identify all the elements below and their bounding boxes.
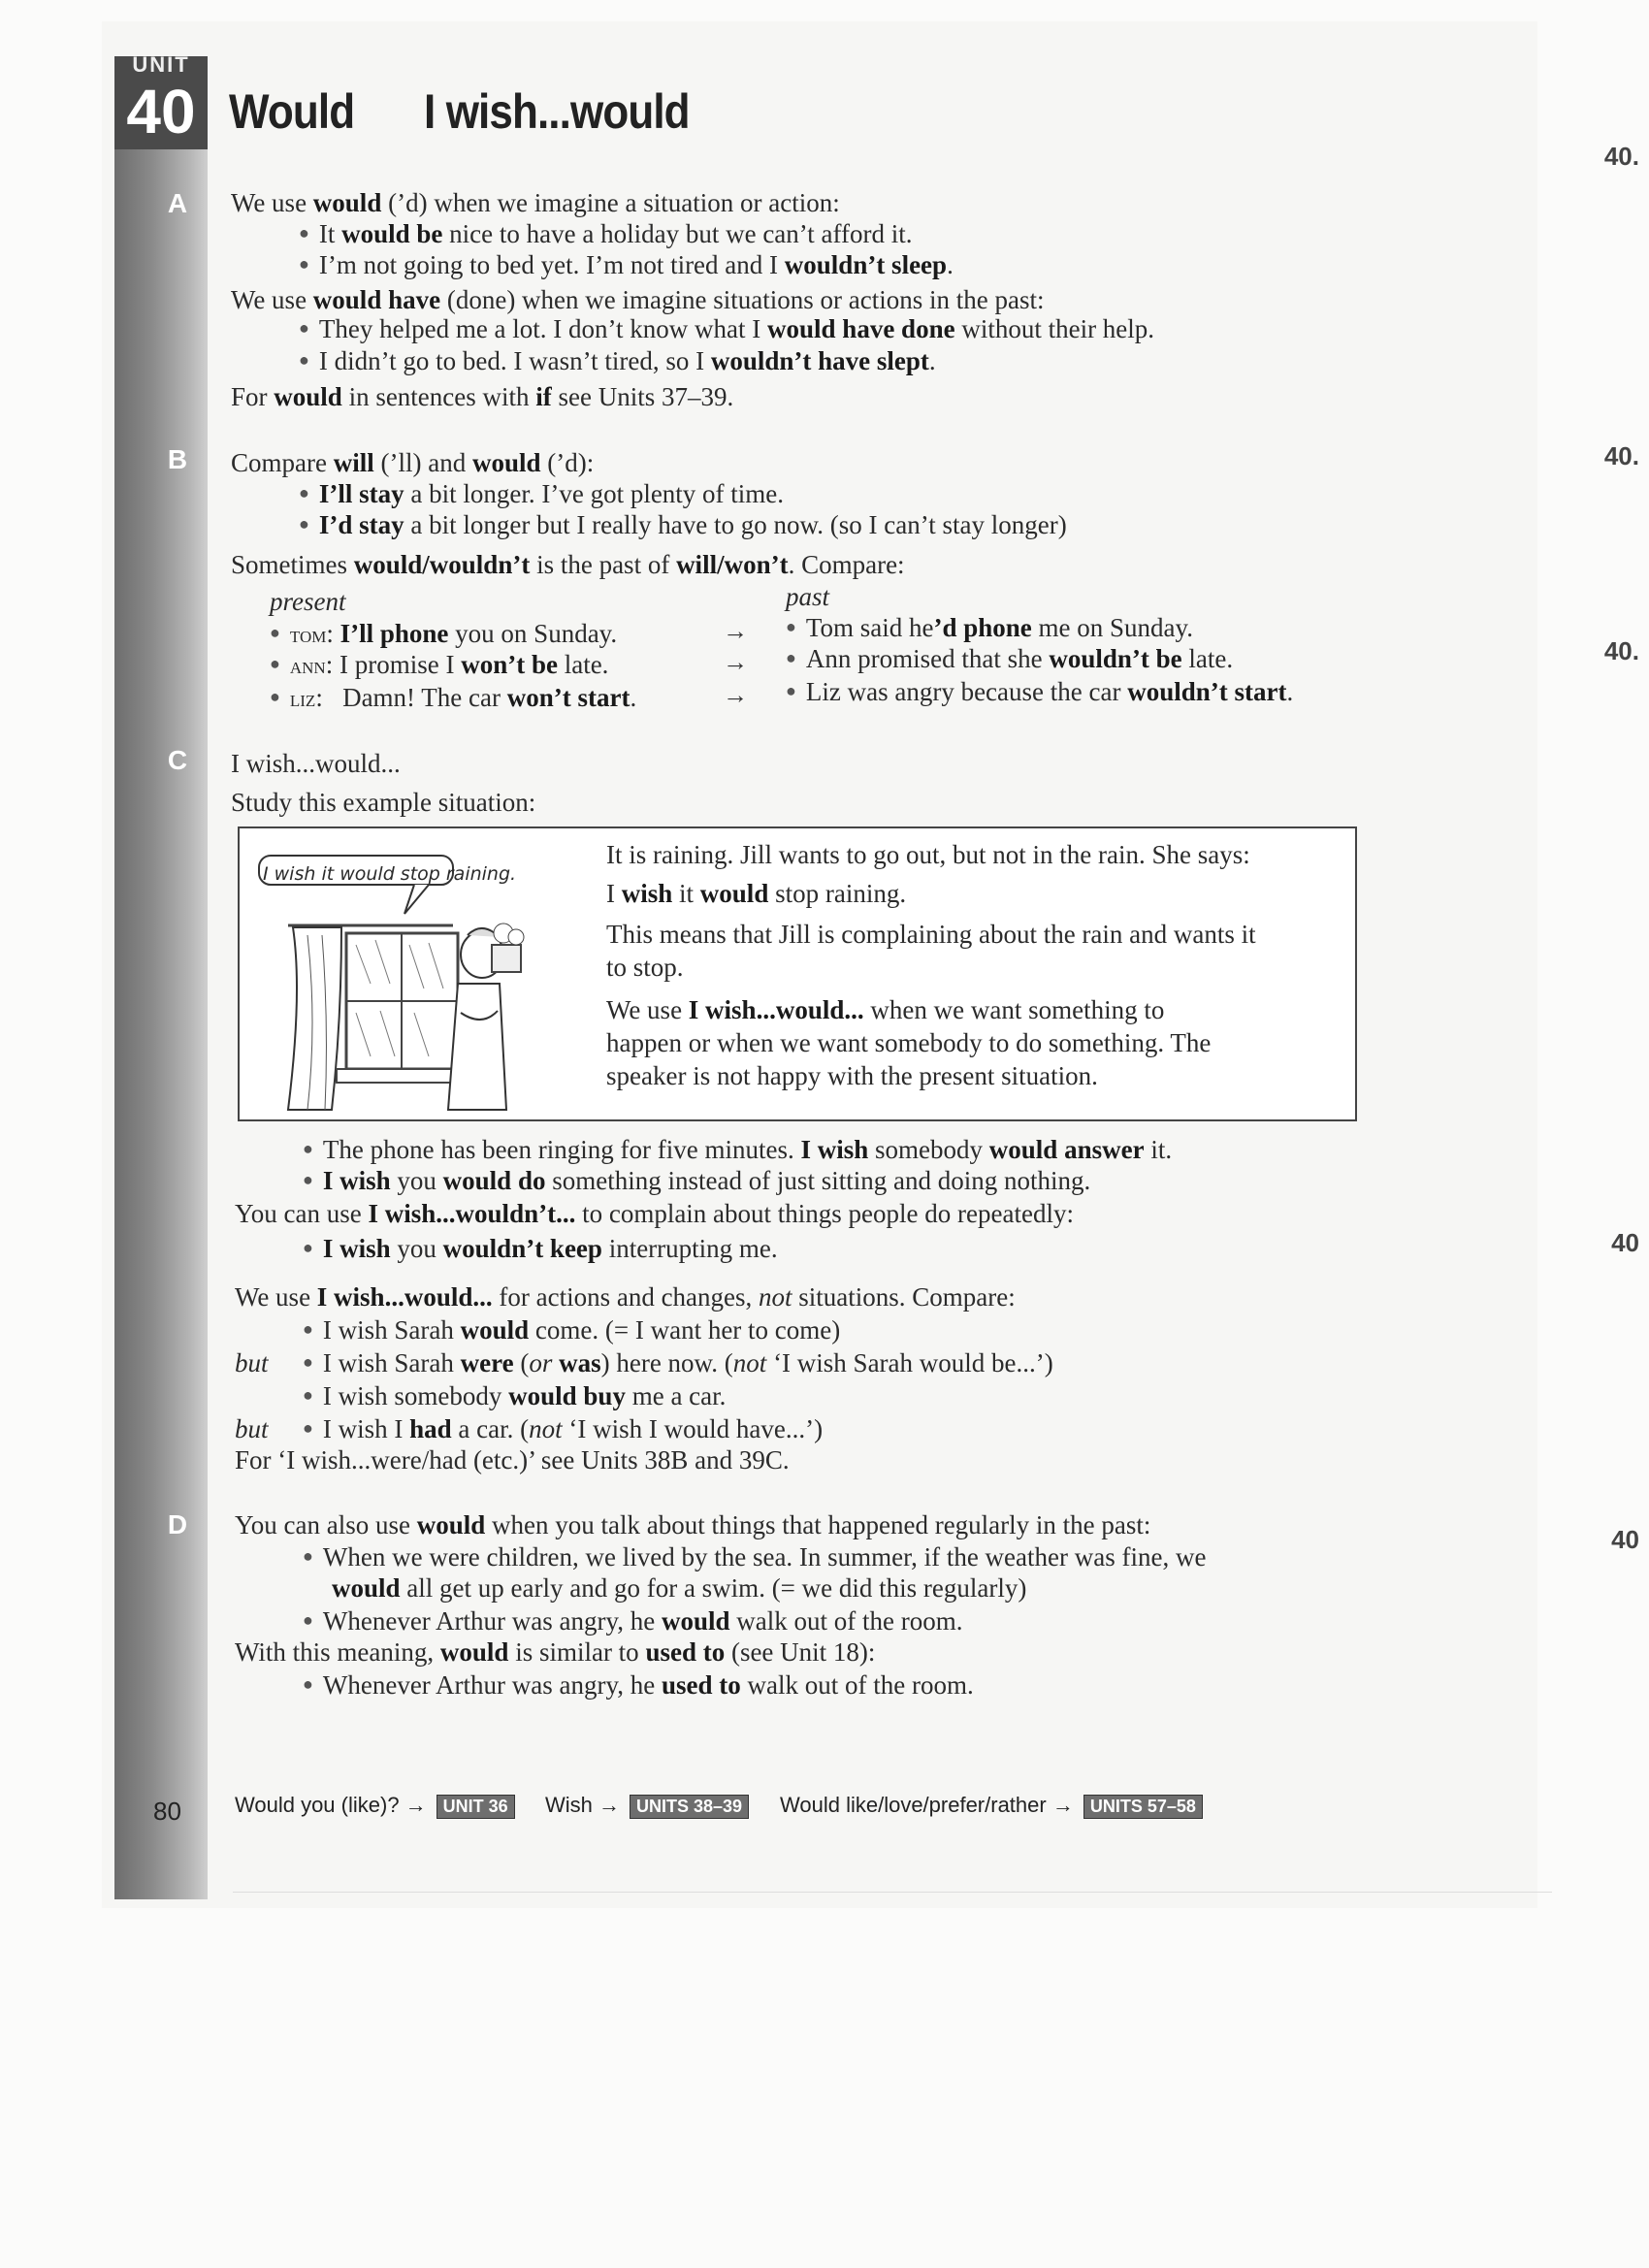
section-c-intro: I wish...would... <box>231 749 401 778</box>
example-bullet: ● When we were children, we lived by the sea. In summer, if the weather was fine, we <box>303 1540 1206 1576</box>
example-bullet: ● I’d stay a bit longer but I really have to go now. (so I can’t stay longer) <box>299 508 1067 544</box>
text-line: You can also use would when you talk about things that happened regularly in the past: <box>235 1510 1151 1539</box>
text-line: We use would (’d) when we imagine a situation or action: <box>231 188 840 217</box>
example-bullet: ● I wish you would do something instead of just sitting and doing nothing. <box>303 1164 1090 1200</box>
example-bullet: ● I wish Sarah were (or was) here now. (not ‘I wish Sarah would be...’) <box>303 1346 1053 1382</box>
example-bullet: ● ann: I promise I won’t be late. <box>270 648 608 684</box>
text-line: happen or when we want somebody to do something. The <box>606 1028 1212 1057</box>
text-line: It is raining. Jill wants to go out, but not in the rain. She says: <box>606 840 1250 869</box>
text-line: For would in sentences with if see Units 37–39. <box>231 382 734 411</box>
text-line: speaker is not happy with the present situation. <box>606 1061 1098 1090</box>
text-line: I wish it would stop raining. <box>606 879 907 908</box>
edge-ref: 40 <box>1611 1228 1639 1257</box>
example-bullet: ● I didn’t go to bed. I wasn’t tired, so I wouldn’t have slept. <box>299 344 936 380</box>
text-line: Compare will (’ll) and would (’d): <box>231 448 595 477</box>
unit-number: 40 <box>126 77 196 146</box>
unit-tag: UNIT 36 <box>436 1795 515 1819</box>
page-number: 80 <box>153 1797 181 1826</box>
text-line: to stop. <box>606 953 684 982</box>
text-line: but <box>235 1414 269 1443</box>
footer-ref-label: Would you (like)? → <box>235 1793 427 1817</box>
section-label-a: A <box>167 188 188 218</box>
text-line: but <box>235 1348 269 1377</box>
unit-tag: UNITS 38–39 <box>630 1795 749 1819</box>
footer-ref-wish[interactable] <box>545 1793 749 1819</box>
example-bullet: ● Ann promised that she wouldn’t be late. <box>786 642 1233 678</box>
section-label-d: D <box>167 1509 188 1539</box>
unit-sidebar <box>114 56 208 1899</box>
column-heading-present: present <box>270 587 346 616</box>
arrow-icon: → <box>723 681 748 709</box>
example-bullet: ● Tom said he’d phone me on Sunday. <box>786 611 1193 647</box>
example-bullet: ● I wish I had a car. (not ‘I wish I would have...’) <box>303 1412 823 1448</box>
speech-bubble-text: I wish it would stop raining. <box>263 863 517 885</box>
text-line: would all get up early and go for a swim. (= we did this regularly) <box>332 1573 1027 1603</box>
example-bullet: ● Whenever Arthur was angry, he would walk out of the room. <box>303 1604 963 1640</box>
section-label-b: B <box>167 444 188 474</box>
page-title-would: Would <box>229 84 355 139</box>
text-line: You can use I wish...wouldn’t... to complain about things people do repeatedly: <box>235 1199 1074 1228</box>
arrow-icon: → <box>723 617 748 645</box>
example-bullet: ● I’m not going to bed yet. I’m not tired and I wouldn’t sleep. <box>299 248 954 284</box>
footer-ref-label: Would like/love/prefer/rather → <box>780 1793 1074 1817</box>
text-line: With this meaning, would is similar to used to (see Unit 18): <box>235 1637 876 1667</box>
footer-ref-would-like[interactable] <box>780 1793 1203 1819</box>
footer-ref-would-you[interactable] <box>235 1793 515 1819</box>
text-line: We use I wish...would... when we want something to <box>606 995 1165 1024</box>
text-line: For ‘I wish...were/had (etc.)’ see Units 38B and 39C. <box>235 1445 790 1474</box>
example-bullet: ● liz: Damn! The car won’t start. <box>270 681 636 717</box>
example-bullet: ● They helped me a lot. I don’t know what I would have done without their help. <box>299 312 1154 348</box>
example-bullet: ● tom: I’ll phone you on Sunday. <box>270 617 617 653</box>
text-line: Sometimes would/wouldn’t is the past of will/won’t. Compare: <box>231 550 905 579</box>
example-situation-box <box>238 826 1357 1121</box>
example-bullet: ● It would be nice to have a holiday but we can’t afford it. <box>299 217 913 253</box>
text-line: We use I wish...would... for actions and changes, not situations. Compare: <box>235 1282 1016 1312</box>
column-heading-past: past <box>786 582 830 611</box>
edge-ref: 40. <box>1603 142 1639 171</box>
arrow-icon: → <box>723 648 748 676</box>
bottom-divider <box>233 1892 1552 1893</box>
edge-ref: 40. <box>1603 636 1639 665</box>
example-bullet: ● I wish you wouldn’t keep interrupting me. <box>303 1232 778 1268</box>
example-bullet: ● Liz was angry because the car wouldn’t start. <box>786 675 1293 711</box>
text-line: This means that Jill is complaining about the rain and wants it <box>606 920 1256 949</box>
example-bullet: ● The phone has been ringing for five minutes. I wish somebody would answer it. <box>303 1133 1172 1169</box>
example-bullet: ● I’ll stay a bit longer. I’ve got plenty of time. <box>299 477 784 513</box>
unit-tag: UNITS 57–58 <box>1083 1795 1203 1819</box>
section-c-study: Study this example situation: <box>231 788 536 817</box>
example-bullet: ● I wish Sarah would come. (= I want her to come) <box>303 1313 840 1349</box>
example-bullet: ● I wish somebody would buy me a car. <box>303 1379 726 1415</box>
edge-ref: 40. <box>1603 441 1639 470</box>
unit-label: UNIT <box>132 52 190 77</box>
section-label-c: C <box>167 745 188 775</box>
page-title-i-wish: I wish...would <box>424 84 690 139</box>
text-line: We use would have (done) when we imagine situations or actions in the past: <box>231 285 1045 314</box>
footer-ref-label: Wish → <box>545 1793 620 1817</box>
example-bullet: ● Whenever Arthur was angry, he used to walk out of the room. <box>303 1669 974 1704</box>
edge-ref: 40 <box>1611 1525 1639 1554</box>
